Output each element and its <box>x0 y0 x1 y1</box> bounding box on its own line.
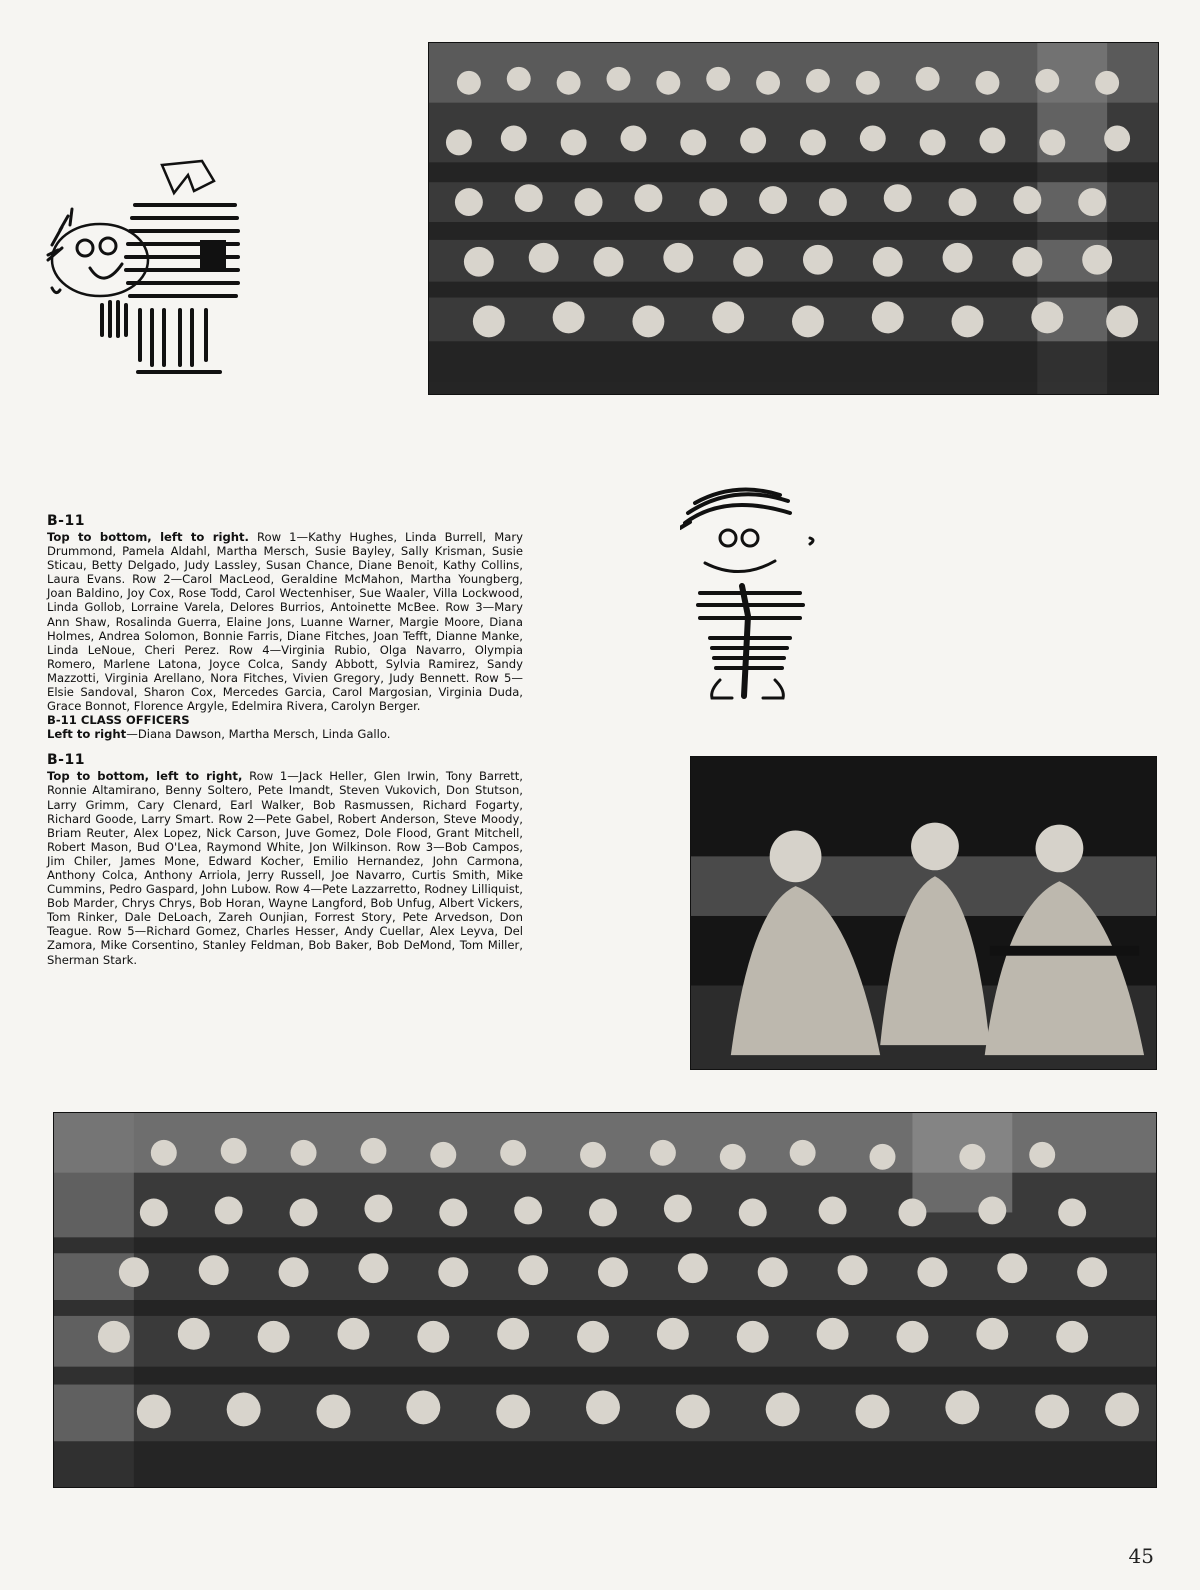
class-officers-photo <box>690 756 1157 1070</box>
boys-caption <box>47 769 523 966</box>
caption-column <box>47 512 523 967</box>
girls-section-title: B-11 <box>47 513 85 529</box>
cartoon-figure-small <box>680 468 830 708</box>
girls-class-photo <box>428 42 1159 395</box>
girls-caption <box>47 530 523 713</box>
boys-caption-lead: Top to bottom, left to right, <box>47 769 243 784</box>
boys-class-photo <box>53 1112 1157 1488</box>
girls-caption-lead: Top to bottom, left to right. <box>47 530 249 544</box>
boys-caption-text: Row 1—Jack Heller, Glen Irwin, Tony Barrett, Ronnie Altamirano, Benny Soltero, Pete Imandt, Steven Vukovich, Don Stutson, Larry Grimm, Cary Clenard, Earl Walker, Bob Rasmussen, Richard Fogarty, Richard Goode, Larry Smart. Row 2—Pete Gabel, Robert Anderson, Steve Moody, Briam Reuter, Alex Lopez, Nick Carson, Juve Gomez, Dole Flood, Grant Mitchell, Robert Mason, Bud O'Lea, Raymond White, Jon Wilkinson. Row 3—Bob Campos, Jim Chiler, James Mone, Edward Kocher, Emilio Hernandez, John Carmona, Anthony Colca, Anthony Arriola, Jerry Russell, Joe Navarro, Curtis Smith, Mike Cummins, Pedro Gaspard, John Lubow. Row 4—Pete Lazzarretto, Rodney Lilliquist, Bob Marder, Chrys Chrys, Bob Horan, Wayne Langford, Bob Unfug, Albert Vickers, Tom Rinker, Dale DeLoach, Zareh Ounjian, Forrest Story, Pete Arvedson, Don Teague. Row 5—Richard Gomez, Charles Hesser, Andy Cuellar, Alex Leyva, Del Zamora, Mike Corsentino, Stanley Feldman, Bob Baker, Bob DeMond, Tom Miller, Sherman Stark. <box>47 769 523 967</box>
officers-caption-lead: Left to right <box>47 727 127 742</box>
officers-caption-text: —Diana Dawson, Martha Mersch, Linda Gallo. <box>126 727 391 742</box>
page-number: 45 <box>1128 1544 1154 1568</box>
boys-section-title: B-11 <box>47 752 85 769</box>
officers-section-title: B-11 CLASS OFFICERS <box>47 713 190 728</box>
cartoon-figure-tall <box>40 150 250 380</box>
girls-caption-text: Row 1—Kathy Hughes, Linda Burrell, Mary Drummond, Pamela Aldahl, Martha Mersch, Susie Bayley, Sally Krisman, Susie Sticau, Betty Delgado, Judy Lassley, Susan Chance, Diane Benoit, Kathy Collins, Laura Evans. Row 2—Carol MacLeod, Geraldine McMahon, Martha Youngberg, Joan Baldino, Joy Cox, Rose Todd, Carol Wectenhiser, Sue Waaler, Villa Lockwood, Linda Gollob, Lorraine Varela, Delores Burrios, Antoinette McBee. Row 3—Mary Ann Shaw, Rosalinda Guerra, Elaine Jons, Luanne Warner, Margie Moore, Diana Holmes, Andrea Solomon, Bonnie Farris, Diane Fitches, Joan Tefft, Dianne Manke, Linda LeNoue, Cheri Perez. Row 4—Virginia Rubio, Olga Navarro, Olympia Romero, Marlene Latona, Joyce Colca, Sandy Abbott, Sylvia Ramirez, Sandy Mazzotti, Virginia Arellano, Nora Fitches, Vivien Gregory, Judy Bennett. Row 5—Elsie Sandoval, Sharon Cox, Mercedes Garcia, Carol Margosian, Virginia Duda, Grace Bonnot, Florence Argyle, Edelmira Rivera, Carolyn Berger. <box>47 530 523 714</box>
officers-caption <box>47 727 523 741</box>
